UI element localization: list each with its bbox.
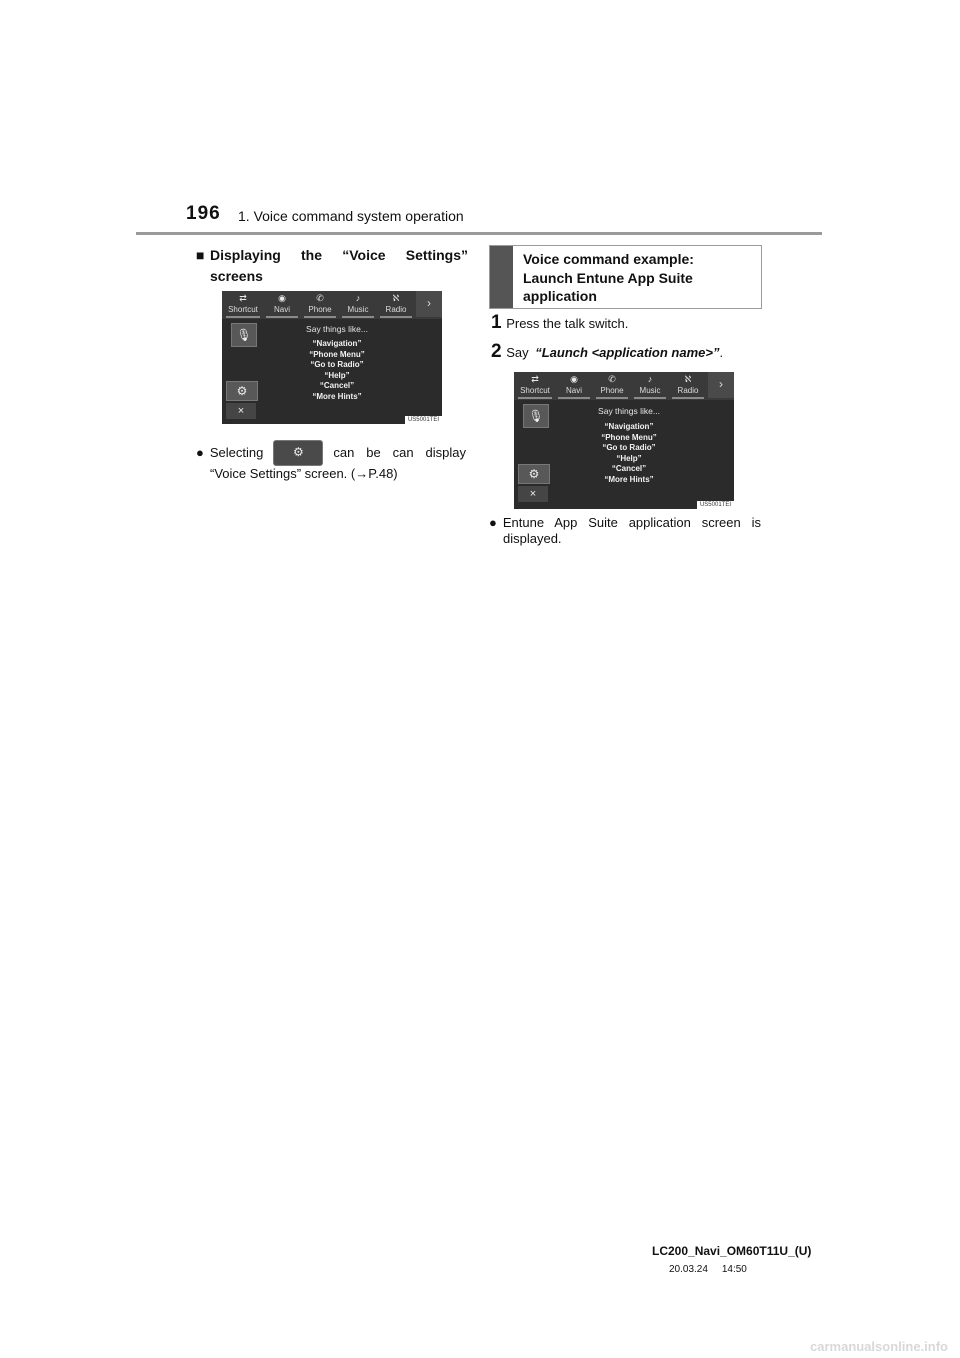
image-code: US5001TEI	[697, 501, 734, 509]
bullet-line-2: “Voice Settings” screen. (→P.48)	[210, 466, 398, 481]
example-box	[489, 245, 762, 309]
step-prefix: Say	[506, 345, 529, 360]
tab-label: Music	[347, 305, 369, 314]
voice-screen-image-left	[222, 291, 442, 424]
command-item: “More Hints”	[312, 391, 362, 401]
tab-underline	[304, 316, 336, 318]
page-number: 196	[186, 203, 221, 224]
music-icon: ♪	[647, 374, 653, 384]
tab-label: Shortcut	[228, 305, 258, 314]
tab-underline	[380, 316, 412, 318]
shortcut-icon: ⇄	[239, 293, 247, 303]
command-list	[292, 339, 382, 402]
command-item: “Cancel”	[611, 464, 647, 473]
microphone-icon: 🎙	[523, 404, 549, 428]
tab-underline	[518, 397, 552, 399]
voice-screen-image-right	[514, 372, 734, 509]
command-item: “Navigation”	[604, 422, 654, 431]
header-rule	[136, 232, 822, 235]
command-item: “Go to Radio”	[602, 443, 656, 452]
phone-icon: ✆	[316, 293, 324, 303]
tab-label: Shortcut	[520, 386, 550, 395]
music-icon: ♪	[355, 293, 361, 303]
example-box-bar	[490, 246, 513, 308]
heading-word: the	[301, 247, 323, 263]
tab-underline	[266, 316, 298, 318]
heading-word: “Voice	[342, 247, 386, 263]
settings-icon: ⚙	[518, 464, 550, 484]
tab-underline	[672, 397, 704, 399]
command-item: “Help”	[616, 453, 642, 463]
left-bullet	[196, 440, 466, 482]
tab-radio	[669, 372, 707, 398]
chapter-title: 1. Voice command system operation	[238, 208, 464, 224]
heading-line-2: screens	[210, 268, 263, 284]
shortcut-icon: ⇄	[531, 374, 539, 384]
right-bullet	[489, 515, 761, 547]
tab-underline	[596, 397, 628, 399]
heading-word: Displaying	[210, 247, 281, 263]
tab-label: Radio	[385, 305, 407, 314]
timestamp: 20.03.24 14:50	[669, 1264, 747, 1275]
tab-phone	[593, 372, 631, 398]
command-item: “More Hints”	[604, 474, 654, 484]
tab-label: Phone	[308, 305, 332, 314]
tab-label: Navi	[565, 386, 582, 395]
tab-shortcut	[223, 291, 263, 317]
bullet-line-1	[196, 440, 466, 466]
navi-icon: ◉	[570, 374, 578, 384]
image-code: US5001TEI	[405, 416, 442, 424]
command-item: “Cancel”	[319, 381, 355, 390]
square-bullet-icon: ■	[196, 247, 205, 263]
step-command: “Launch <application name>”	[535, 345, 720, 360]
tab-underline	[634, 397, 666, 399]
say-things-text: Say things like...	[306, 324, 368, 334]
tab-music	[631, 372, 669, 398]
tab-music	[339, 291, 377, 317]
close-icon: ×	[226, 403, 256, 419]
example-line: Launch Entune App Suite	[523, 269, 693, 286]
tab-label: Navi	[273, 305, 290, 314]
voice-settings-button-icon: ⚙	[273, 440, 323, 466]
tab-radio	[377, 291, 415, 317]
tab-label: Radio	[677, 386, 699, 395]
example-line: Voice command example:	[523, 251, 694, 267]
watermark-text: carmanualsonline.info	[810, 1339, 948, 1354]
command-list	[584, 422, 674, 485]
bullet-line-2: displayed.	[503, 531, 562, 546]
example-box-text	[523, 250, 694, 306]
radio-icon: ℵ	[392, 293, 400, 303]
bullet-selecting: Selecting	[209, 445, 264, 460]
chevron-right-icon: ›	[416, 291, 442, 317]
bullet-dot: ●	[489, 515, 497, 530]
heading-word: Settings”	[405, 247, 468, 263]
settings-icon: ⚙	[226, 381, 258, 401]
radio-icon: ℵ	[684, 374, 692, 384]
phone-icon: ✆	[608, 374, 616, 384]
step-number: 2	[491, 341, 502, 362]
bullet-rest: can be can display	[333, 445, 466, 460]
tab-label: Music	[639, 386, 661, 395]
command-item: “Phone Menu”	[309, 349, 365, 359]
bullet-line-1	[489, 515, 761, 531]
tab-underline	[558, 397, 590, 399]
tab-underline	[342, 316, 374, 318]
command-item: “Help”	[324, 370, 350, 380]
command-item: “Go to Radio”	[310, 360, 364, 369]
tab-phone	[301, 291, 339, 317]
say-things-text: Say things like...	[598, 406, 660, 416]
microphone-icon: 🎙	[231, 323, 257, 347]
step-suffix: .	[719, 345, 724, 360]
command-item: “Navigation”	[312, 339, 362, 348]
command-item: “Phone Menu”	[601, 432, 657, 442]
navi-icon: ◉	[278, 293, 286, 303]
heading-line-1	[210, 245, 468, 266]
bullet-dot: ●	[196, 445, 204, 460]
step-number: 1	[491, 312, 502, 333]
tab-underline	[226, 316, 260, 318]
step-1	[491, 312, 628, 334]
step-text: Press the talk switch.	[506, 316, 629, 331]
tab-navi	[555, 372, 593, 398]
chevron-right-icon: ›	[708, 372, 734, 398]
tab-shortcut	[515, 372, 555, 398]
step-2	[491, 341, 723, 363]
tab-label: Phone	[600, 386, 624, 395]
close-icon: ×	[518, 486, 548, 502]
example-line: application	[523, 288, 597, 304]
manual-id: LC200_Navi_OM60T11U_(U)	[652, 1244, 812, 1258]
bullet-text: Entune App Suite application screen is	[502, 515, 761, 530]
tab-navi	[263, 291, 301, 317]
